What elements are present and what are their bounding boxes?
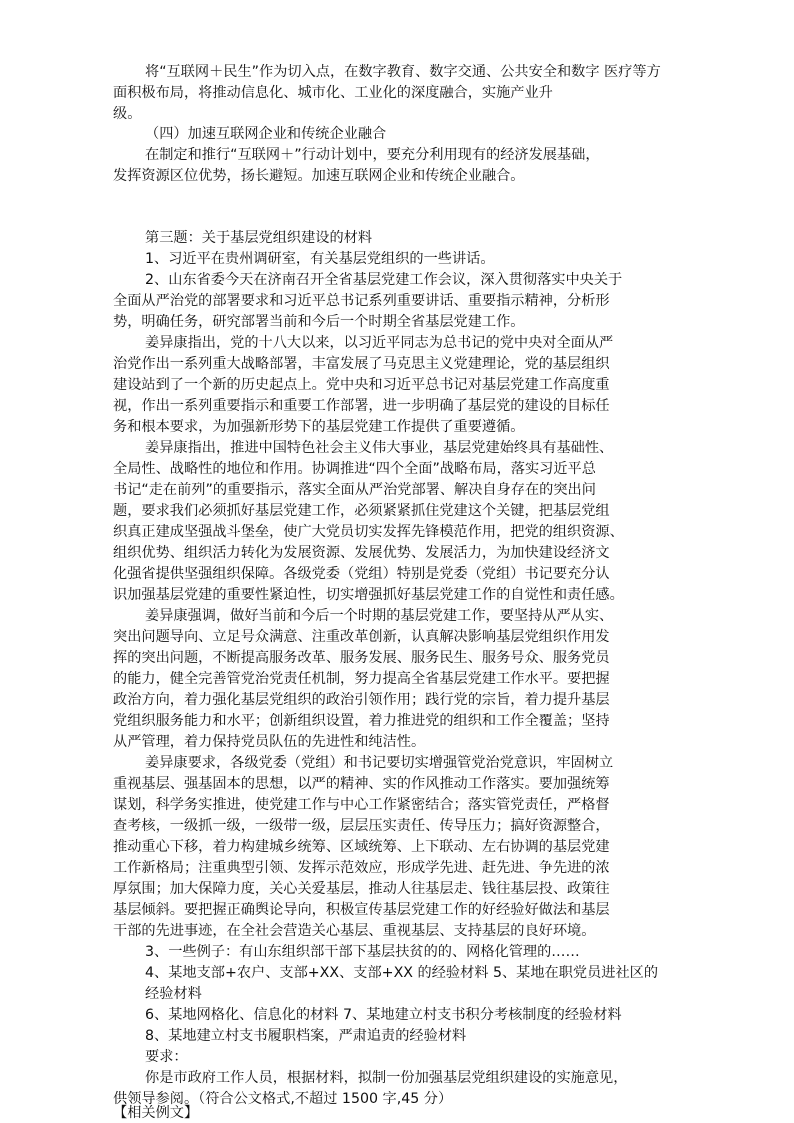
paragraph-line: 重视基层、强基固本的思想，以严的精神、实的作风推动工作落实。要加强统筹 <box>113 776 610 792</box>
requirement-heading: 要求： <box>145 1049 188 1065</box>
paragraph-line: 从严管理，着力保持党员队伍的先进性和纯洁性。 <box>113 734 426 750</box>
paragraph-line: 8、某地建立村支书履职档案，严肃追责的经验材料 <box>145 1028 467 1044</box>
paragraph-line: 的能力，健全完善管党治党责任机制，努力提高全省基层党建工作水平。要把握 <box>113 671 610 687</box>
paragraph-line: 6、某地网格化、信息化的材料 7、某地建立村支书积分考核制度的经验材料 <box>145 1007 622 1023</box>
paragraph-line: 全局性、战略性的地位和作用。协调推进“四个全面”战略布局，落实习近平总 <box>113 461 596 477</box>
paragraph-line: 挥的突出问题，不断提高服务改革、服务发展、服务民生、服务号众、服务党员 <box>113 650 610 666</box>
paragraph-line: 工作新格局；注重典型引领、发挥示范效应，形成学先进、赶先进、争先进的浓 <box>113 860 610 876</box>
paragraph-line: 书记“走在前列”的重要指示，落实全面从严治党部署、解决自身存在的突出问 <box>113 482 596 498</box>
paragraph-line: 识加强基层党建的重要性紧迫性，切实增强抓好基层党建工作的自觉性和责任感。 <box>113 587 624 603</box>
question-title: 第三题：关于基层党组织建设的材料 <box>145 230 373 246</box>
paragraph-line: 化强省提供坚强组织保障。各级党委（党组）特别是党委（党组）书记要充分认 <box>113 566 610 582</box>
paragraph-line: 干部的先进事迹，在全社会营造关心基层、重视基层、支持基层的良好环境。 <box>113 923 596 939</box>
paragraph-line: 3、一些例子：有山东组织部干部下基层扶贫的的、网格化管理的…… <box>145 944 580 960</box>
paragraph-line: 建设站到了一个新的历史起点上。党中央和习近平总书记对基层党建工作高度重 <box>113 377 610 393</box>
paragraph-line: 2、山东省委今天在济南召开全省基层党建工作会议，深入贯彻落实中央关于 <box>145 272 623 288</box>
section-heading: （四）加速互联网企业和传统企业融合 <box>145 126 387 142</box>
paragraph-line: 1、习近平在贵州调研室，有关基层党组织的一些讲话。 <box>145 251 495 267</box>
paragraph-line: 突出问题导向、立足号众满意、注重改革创新，认真解决影响基层党组织作用发 <box>113 629 610 645</box>
paragraph-line: 谋划，科学务实推进，使党建工作与中心工作紧密结合；落实管党责任，严格督 <box>113 797 610 813</box>
related-examples-heading: 【相关例文】 <box>113 1105 199 1121</box>
paragraph-line: 姜异康强调，做好当前和今后一个时期的基层党建工作，要坚持从严从实、 <box>145 608 614 624</box>
paragraph-line: 姜异康要求，各级党委（党组）和书记要切实增强管党治党意识，牢固树立 <box>145 755 614 771</box>
paragraph-line: 供领导参阅。（符合公文格式,不超过 1500 字,45 分） <box>113 1091 453 1107</box>
paragraph-line: 发挥资源区位优势，扬长避短。加速互联网企业和传统企业融合。 <box>113 168 525 184</box>
paragraph-line: 查考核，一级抓一级，一级带一级，层层压实责任、传导压力；搞好资源整合， <box>113 818 610 834</box>
paragraph-line: 题，要求我们必须抓好基层党建工作，必须紧紧抓住党建这个关键，把基层党组 <box>113 503 610 519</box>
paragraph-line: 你是市政府工作人员，根据材料，拟制一份加强基层党组织建设的实施意见， <box>145 1070 628 1086</box>
paragraph-line: 基层倾斜。要把握正确舆论导向，积极宣传基层党建工作的好经验好做法和基层 <box>113 902 610 918</box>
paragraph-line: 经验材料 <box>145 986 202 1002</box>
paragraph-line: 厚氛围；加大保障力度，关心关爱基层，推动人往基层走、钱往基层投、政策往 <box>113 881 610 897</box>
paragraph-line: 姜异康指出，党的十八大以来，以习近平同志为总书记的党中央对全面从严 <box>145 335 614 351</box>
paragraph-line: 组织优势、组织活力转化为发展资源、发展优势、发展活力，为加快建设经济文 <box>113 545 610 561</box>
paragraph-line: 治党作出一系列重大战略部署，丰富发展了马克思主义党建理论，党的基层组织 <box>113 356 610 372</box>
paragraph-line: 级。 <box>113 106 142 122</box>
paragraph-line: 政治方向，着力强化基层党组织的政治引领作用；践行党的宗旨，着力提升基层 <box>113 692 610 708</box>
paragraph-line: 4、某地支部+农户、支部+XX、支部+XX 的经验材料 5、某地在职党员进社区的 <box>145 965 659 981</box>
paragraph-line: 姜异康指出，推进中国特色社会主义伟大事业，基层党建始终具有基础性、 <box>145 440 614 456</box>
paragraph-line: 视，作出一系列重要指示和重要工作部署，进一步明确了基层党的建设的目标任 <box>113 398 610 414</box>
paragraph-line: 推动重心下移，着力构建城乡统筹、区域统筹、上下联动、左右协调的基层党建 <box>113 839 610 855</box>
paragraph-line: 全面从严治党的部署要求和习近平总书记系列重要讲话、重要指示精神，分析形 <box>113 293 610 309</box>
paragraph-line: 织真正建成坚强战斗堡垒，使广大党员切实发挥先锋模范作用，把党的组织资源、 <box>113 524 624 540</box>
paragraph-line: 面积极布局，将推动信息化、城市化、工业化的深度融合，实施产业升 <box>113 85 553 101</box>
paragraph-line: 党组织服务能力和水平；创新组织设置，着力推进党的组织和工作全覆盖；坚持 <box>113 713 610 729</box>
paragraph-line: 势，明确任务，研究部署当前和今后一个时期全省基层党建工作。 <box>113 314 525 330</box>
paragraph-line: 务和根本要求，为加强新形势下的基层党建工作提供了重要遵循。 <box>113 419 525 435</box>
paragraph-line: 将“互联网＋民生”作为切入点，在数字教育、数字交通、公共安全和数字 医疗等方 <box>145 64 661 80</box>
paragraph-line: 在制定和推行“互联网＋”行动计划中，要充分利用现有的经济发展基础， <box>145 147 600 163</box>
